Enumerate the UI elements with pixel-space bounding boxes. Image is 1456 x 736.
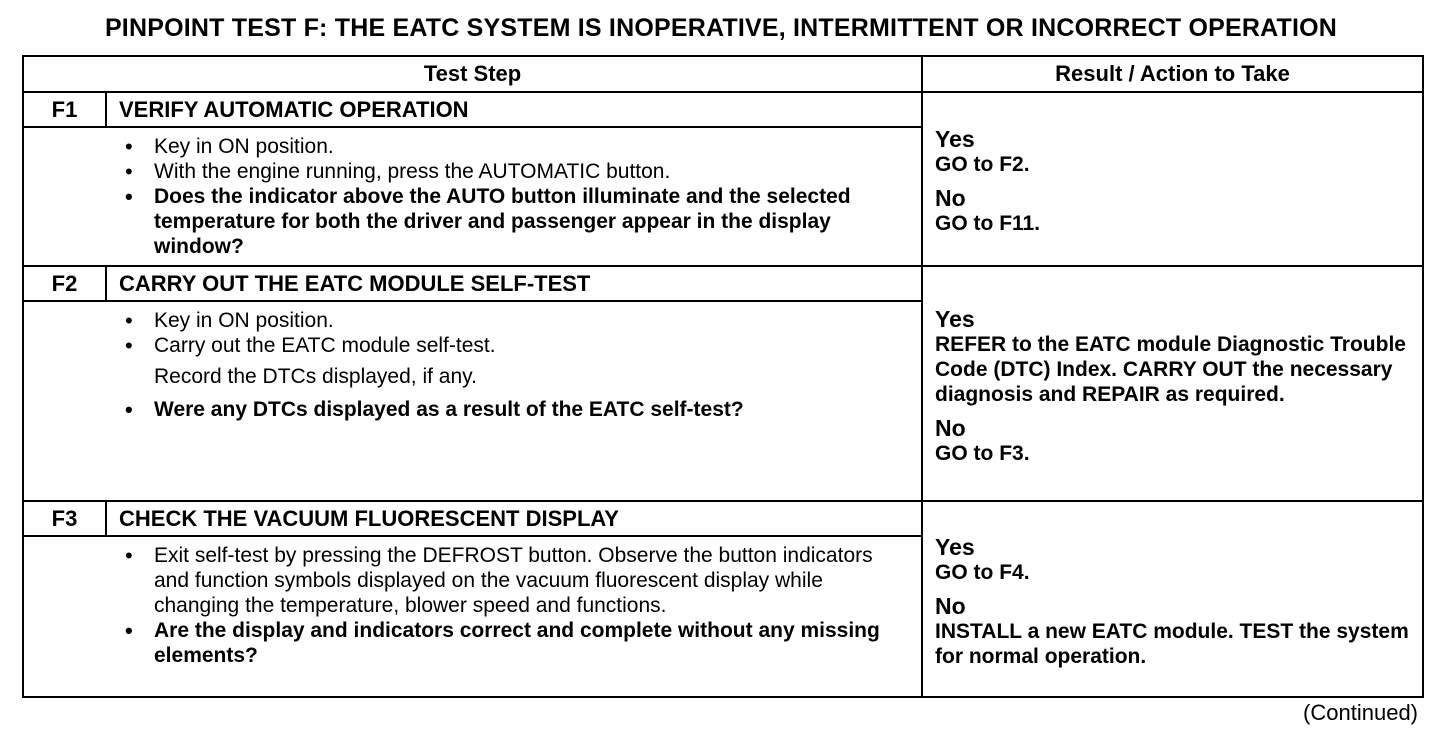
no-action — [935, 441, 1412, 466]
step-instruction: • With the engine running, press the AUTOMATIC button. — [118, 159, 911, 184]
step-result-cell — [922, 501, 1423, 697]
step-instruction: • Does the indicator above the AUTO button illuminate and the selected temperature for both the driver and passenger appear in the display window? — [118, 184, 911, 259]
step-id: F2 — [23, 266, 106, 301]
yes-text: REFER to the EATC module Diagnostic Trouble Code (DTC) Index. CARRY OUT the necessary diagnosis and REPAIR as required. — [935, 332, 1406, 406]
no-text: GO to — [935, 212, 1000, 235]
step-instruction: Record the DTCs displayed, if any. — [154, 365, 477, 388]
yes-label: Yes — [935, 305, 975, 332]
step-instruction: • Key in ON position. — [118, 134, 911, 159]
step-result-cell — [922, 92, 1423, 266]
table-header-row — [23, 56, 1423, 92]
result-yes — [935, 534, 1412, 585]
step-id-spacer — [23, 127, 106, 266]
yes-action — [935, 332, 1412, 407]
header-test-step: Test Step — [23, 56, 922, 92]
step-title-row — [23, 92, 1423, 127]
no-label: No — [935, 185, 966, 211]
step-id-spacer — [23, 301, 106, 501]
no-text: GO to — [935, 441, 1000, 465]
instruction-list — [118, 543, 911, 668]
step-instruction: • Were any DTCs displayed as a result of the EATC self-test? — [118, 397, 911, 422]
result-no — [935, 593, 1412, 669]
no-label: No — [935, 414, 966, 441]
instruction-list — [118, 308, 911, 422]
step-instructions — [106, 127, 922, 266]
step-instruction: • Carry out the EATC module self-test. — [118, 333, 911, 358]
step-title: CARRY OUT THE EATC MODULE SELF-TEST — [106, 266, 922, 301]
instruction-list — [118, 134, 911, 259]
step-instruction: • Exit self-test by pressing the DEFROST button. Observe the button indicators and function symbols displayed on the vacuum fluorescent display while changing the temperature, blower speed and functions. — [118, 543, 911, 618]
step-instruction: • Key in ON position. — [118, 308, 911, 333]
result-no — [935, 415, 1412, 466]
no-label: No — [935, 592, 966, 619]
test-steps-body — [23, 92, 1423, 697]
header-result-action: Result / Action to Take — [922, 56, 1423, 92]
yes-end: . — [1023, 560, 1030, 584]
yes-action — [935, 152, 1412, 177]
step-instruction: • Are the display and indicators correct and complete without any missing elements? — [118, 618, 911, 668]
result-yes — [935, 306, 1412, 407]
no-ref: F11 — [999, 212, 1035, 235]
yes-end: . — [1023, 153, 1030, 176]
step-instructions — [106, 301, 922, 501]
yes-text: GO to — [935, 153, 1000, 176]
result-no — [935, 185, 1412, 236]
no-end: . — [1034, 212, 1041, 235]
step-id: F1 — [23, 92, 106, 127]
step-id-spacer — [23, 536, 106, 697]
yes-ref: F2 — [999, 153, 1024, 176]
yes-text: GO to — [935, 560, 1000, 584]
pinpoint-test-table — [22, 55, 1424, 698]
step-id: F3 — [23, 501, 106, 536]
step-title-row — [23, 501, 1423, 536]
no-action — [935, 211, 1412, 236]
yes-ref: F4 — [999, 560, 1024, 584]
step-title: VERIFY AUTOMATIC OPERATION — [106, 92, 922, 127]
no-action — [935, 619, 1412, 669]
result-yes — [935, 126, 1412, 177]
step-title-row — [23, 266, 1423, 301]
no-text: INSTALL a new EATC module. TEST the system for normal operation. — [935, 619, 1409, 668]
no-end: . — [1023, 441, 1030, 465]
no-ref: F3 — [999, 441, 1024, 465]
yes-action — [935, 560, 1412, 585]
continued-note: (Continued) — [1303, 700, 1418, 725]
page-title: PINPOINT TEST F: THE EATC SYSTEM IS INOPERATIVE, INTERMITTENT OR INCORRECT OPERATION — [104, 14, 1338, 42]
step-result-cell — [922, 266, 1423, 501]
yes-label: Yes — [935, 533, 975, 560]
step-title: CHECK THE VACUUM FLUORESCENT DISPLAY — [106, 501, 922, 536]
step-instructions — [106, 536, 922, 697]
yes-label: Yes — [935, 126, 975, 152]
